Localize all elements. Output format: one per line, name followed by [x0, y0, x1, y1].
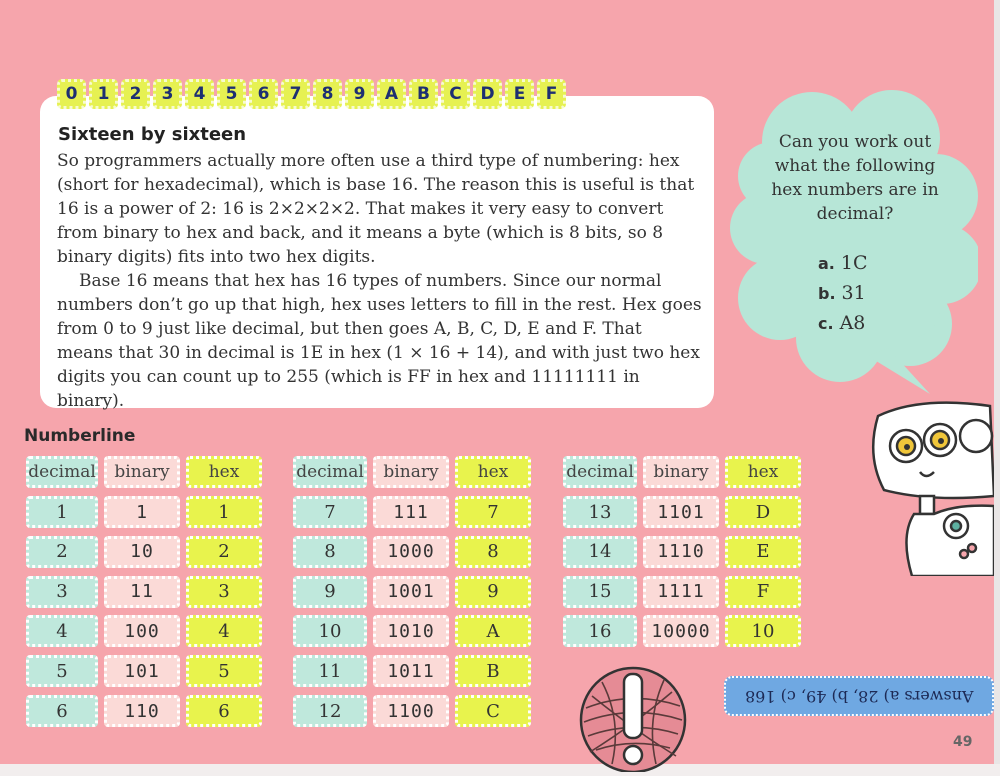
- hex-digit-tile: C: [441, 79, 470, 109]
- hex-cell: 10: [725, 615, 801, 647]
- decimal-cell: 7: [293, 496, 367, 528]
- decimal-cell: 8: [293, 536, 367, 568]
- page-edge: [994, 0, 1000, 776]
- question-item-c: [818, 312, 865, 334]
- hex-cell: F: [725, 576, 801, 608]
- binary-column-header: binary: [104, 456, 180, 488]
- hex-digit-tile: D: [473, 79, 502, 109]
- hex-cell: 4: [186, 615, 262, 647]
- yarn-ball-exclamation-icon: [572, 660, 694, 772]
- paragraph-2: Base 16 means that hex has 16 types of numbers. Since our normal numbers don’t go up that high, hex uses letters to fill in the rest. Hex goes from 0 to 9 just like decimal, but then goes A, B, C, D, E and F. That means that 30 in decimal is 1E in hex (1 × 16 + 14), and with just two hex digits you can count up to 255 (which is FF in hex and 11111111 in binary).: [57, 271, 702, 411]
- question-item-value: 31: [841, 282, 866, 304]
- binary-cell: 1101: [643, 496, 719, 528]
- answers-box: [724, 676, 994, 716]
- binary-cell: 10: [104, 536, 180, 568]
- hex-cell: 7: [455, 496, 531, 528]
- hex-cell: 1: [186, 496, 262, 528]
- hex-digit-tile: 4: [185, 79, 214, 109]
- binary-cell: 1: [104, 496, 180, 528]
- hex-digit-tile: 6: [249, 79, 278, 109]
- numberline-title: Numberline: [24, 426, 136, 446]
- decimal-cell: 1: [26, 496, 98, 528]
- hex-column-header: hex: [455, 456, 531, 488]
- hex-cell: 2: [186, 536, 262, 568]
- hex-digit-tile: E: [505, 79, 534, 109]
- binary-cell: 1010: [373, 615, 449, 647]
- hex-cell: C: [455, 695, 531, 727]
- decimal-cell: 5: [26, 655, 98, 687]
- hex-cell: 9: [455, 576, 531, 608]
- hex-column-header: hex: [186, 456, 262, 488]
- decimal-column-header: decimal: [26, 456, 98, 488]
- page-bottom-edge: [0, 764, 1000, 776]
- binary-cell: 1011: [373, 655, 449, 687]
- decimal-cell: 16: [563, 615, 637, 647]
- binary-column-header: binary: [373, 456, 449, 488]
- decimal-cell: 12: [293, 695, 367, 727]
- hex-cell: 6: [186, 695, 262, 727]
- hex-digit-tile: 2: [121, 79, 150, 109]
- hex-cell: B: [455, 655, 531, 687]
- paragraph-1: So programmers actually more often use a third type of numbering: hex (short for hexadecimal), which is base 16. The reason this is useful is that 16 is a power of 2: 16 is 2×2×2×2. That makes it very easy to convert from binary to hex and back, and it means a byte (which is 8 bits, so 8 binary digits) fits into two hex digits.: [57, 151, 695, 267]
- decimal-cell: 11: [293, 655, 367, 687]
- decimal-column-header: decimal: [563, 456, 637, 488]
- binary-column-header: binary: [643, 456, 719, 488]
- hex-digit-tile: B: [409, 79, 438, 109]
- decimal-cell: 9: [293, 576, 367, 608]
- binary-cell: 1111: [643, 576, 719, 608]
- binary-cell: 100: [104, 615, 180, 647]
- section-heading: Sixteen by sixteen: [58, 124, 247, 145]
- question-item-b: [818, 282, 866, 304]
- decimal-cell: 13: [563, 496, 637, 528]
- hex-digit-tile: 7: [281, 79, 310, 109]
- binary-cell: 10000: [643, 615, 719, 647]
- hex-cell: 3: [186, 576, 262, 608]
- decimal-cell: 15: [563, 576, 637, 608]
- question-item-a: [818, 252, 868, 274]
- binary-cell: 110: [104, 695, 180, 727]
- question-item-label: c.: [818, 314, 834, 333]
- hex-cell: 5: [186, 655, 262, 687]
- robot-illustration: [860, 386, 994, 576]
- hex-cell: D: [725, 496, 801, 528]
- hex-digit-tile: 1: [89, 79, 118, 109]
- decimal-cell: 14: [563, 536, 637, 568]
- question-item-label: b.: [818, 284, 836, 303]
- question-text: Can you work out what the following hex numbers are in decimal?: [771, 132, 939, 224]
- hex-column-header: hex: [725, 456, 801, 488]
- decimal-cell: 2: [26, 536, 98, 568]
- hex-digit-tile: 5: [217, 79, 246, 109]
- hex-digit-tile: 9: [345, 79, 374, 109]
- binary-cell: 1001: [373, 576, 449, 608]
- page-number: 49: [953, 734, 973, 750]
- binary-cell: 11: [104, 576, 180, 608]
- decimal-cell: 4: [26, 615, 98, 647]
- decimal-cell: 6: [26, 695, 98, 727]
- decimal-cell: 10: [293, 615, 367, 647]
- binary-cell: 101: [104, 655, 180, 687]
- binary-cell: 1000: [373, 536, 449, 568]
- hex-digit-tile: 0: [57, 79, 86, 109]
- hex-digit-strip: [57, 79, 566, 109]
- binary-cell: 111: [373, 496, 449, 528]
- binary-cell: 1110: [643, 536, 719, 568]
- binary-cell: 1100: [373, 695, 449, 727]
- decimal-column-header: decimal: [293, 456, 367, 488]
- question-item-value: A8: [839, 312, 866, 334]
- decimal-cell: 3: [26, 576, 98, 608]
- hex-cell: 8: [455, 536, 531, 568]
- question-item-label: a.: [818, 254, 835, 273]
- hex-digit-tile: A: [377, 79, 406, 109]
- question-item-value: 1C: [840, 252, 868, 274]
- hex-digit-tile: F: [537, 79, 566, 109]
- answers-text: Answers a) 28, b) 49, c) 168: [744, 686, 974, 706]
- hex-cell: A: [455, 615, 531, 647]
- hex-digit-tile: 8: [313, 79, 342, 109]
- hex-cell: E: [725, 536, 801, 568]
- hex-digit-tile: 3: [153, 79, 182, 109]
